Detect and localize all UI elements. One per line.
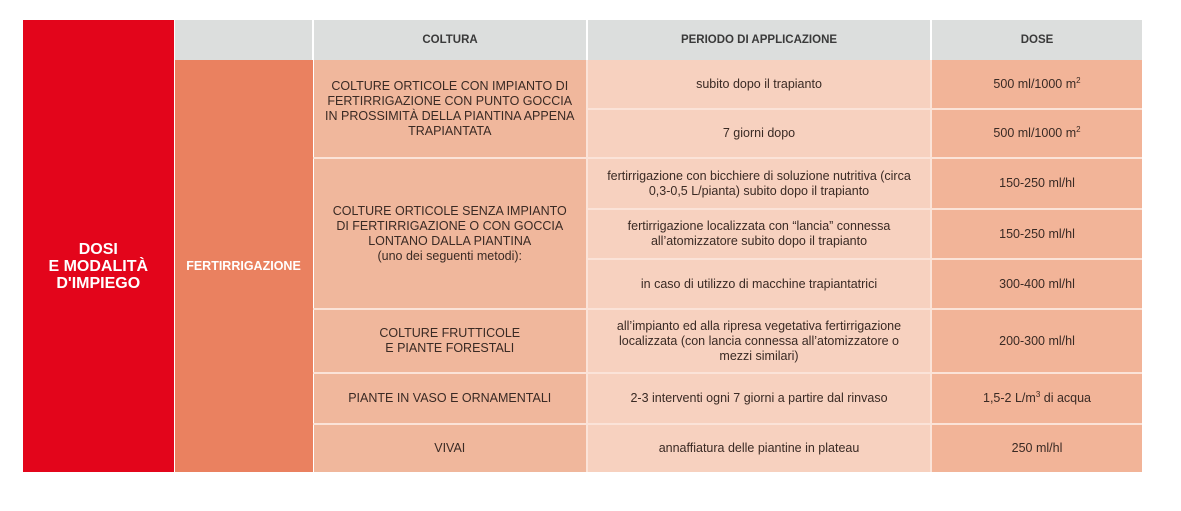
dose-cell <box>931 259 1142 309</box>
crop-line: DI FERTIRRIGAZIONE O CON GOCCIA <box>336 218 564 233</box>
section-title <box>23 60 174 472</box>
dose-value: 1,5-2 L/m <box>983 391 1036 405</box>
period-line: all’atomizzatore subito dopo il trapianto <box>650 234 868 248</box>
period-cell <box>587 60 931 109</box>
crop-cell <box>313 373 587 424</box>
dose-cell <box>931 309 1142 373</box>
period-cell <box>587 109 931 158</box>
dose-cell <box>931 109 1142 158</box>
crop-line: COLTURE ORTICOLE SENZA IMPIANTO <box>332 203 567 218</box>
dose-cell <box>931 209 1142 259</box>
dose-unit-exponent: 2 <box>1076 124 1081 134</box>
dose-cell <box>931 158 1142 209</box>
period-cell <box>587 309 931 373</box>
header-dose: DOSE <box>931 20 1142 60</box>
period-line: subito dopo il trapianto <box>696 76 822 91</box>
period-line: annaffiatura delle piantine in plateau <box>658 441 860 455</box>
period-line: 0,3-0,5 L/pianta) subito dopo il trapianto <box>648 183 870 198</box>
period-line: all’impianto ed alla ripresa vegetativa fertirrigazione <box>616 318 902 333</box>
header-blank <box>23 20 313 60</box>
header-row <box>23 20 1142 60</box>
dose-value: 150-250 ml/hl <box>999 226 1075 241</box>
header-crop: COLTURA <box>313 20 587 60</box>
section-title-line: DOSI <box>78 240 118 258</box>
crop-line: (uno dei seguenti metodi): <box>377 248 523 263</box>
crop-line: IN PROSSIMITÀ DELLA PIANTINA APPENA <box>325 108 575 123</box>
period-line: 2-3 interventi ogni 7 giorni a partire dal rinvaso <box>630 391 888 405</box>
dose-table <box>23 20 1142 472</box>
period-line: fertirrigazione localizzata con “lancia” connessa <box>627 219 891 233</box>
crop-cell <box>313 424 587 472</box>
period-cell <box>587 209 931 259</box>
period-cell <box>587 424 931 472</box>
crop-line: FERTIRRIGAZIONE CON PUNTO GOCCIA <box>327 93 573 108</box>
crop-cell <box>313 309 587 373</box>
period-line: fertirrigazione con bicchiere di soluzione nutritiva (circa <box>607 168 911 183</box>
dose-unit-exponent: 3 <box>1035 389 1041 399</box>
method-label: FERTIRRIGAZIONE <box>174 60 313 472</box>
crop-cell <box>313 60 587 158</box>
crop-line: COLTURE FRUTTICOLE <box>379 326 521 340</box>
crop-line: TRAPIANTATA <box>408 123 492 138</box>
section-title-line: D'IMPIEGO <box>56 274 141 292</box>
period-cell <box>587 158 931 209</box>
dose-value: 300-400 ml/hl <box>999 276 1075 291</box>
crop-line: E PIANTE FORESTALI <box>385 341 515 355</box>
dose-value: 200-300 ml/hl <box>999 333 1075 348</box>
crop-line: PIANTE IN VASO E ORNAMENTALI <box>348 391 552 405</box>
period-line: in caso di utilizzo di macchine trapiantatrici <box>640 276 878 291</box>
period-line: 7 giorni dopo <box>722 126 796 140</box>
section-title-line: E MODALITÀ <box>48 257 149 275</box>
period-cell <box>587 373 931 424</box>
dose-value: 500 ml/1000 m <box>993 76 1077 91</box>
crop-line: COLTURE ORTICOLE CON IMPIANTO DI <box>331 78 569 93</box>
crop-line: VIVAI <box>434 441 466 455</box>
crop-cell <box>313 158 587 309</box>
header-period: PERIODO DI APPLICAZIONE <box>587 20 931 60</box>
period-line: mezzi similari) <box>719 348 799 363</box>
period-cell <box>587 259 931 309</box>
dose-cell <box>931 60 1142 109</box>
crop-line: LONTANO DALLA PIANTINA <box>368 233 532 248</box>
dose-unit-exponent: 2 <box>1076 75 1081 85</box>
period-line: localizzata (con lancia connessa all’atomizzatore o <box>618 333 899 348</box>
dose-value: 500 ml/1000 m <box>993 126 1077 140</box>
dose-cell <box>931 424 1142 472</box>
dose-cell <box>931 373 1142 424</box>
dose-unit-tail: di acqua <box>1040 391 1091 405</box>
table-row <box>23 60 1142 109</box>
dose-value: 250 ml/hl <box>1011 441 1063 455</box>
dose-value: 150-250 ml/hl <box>999 176 1075 190</box>
